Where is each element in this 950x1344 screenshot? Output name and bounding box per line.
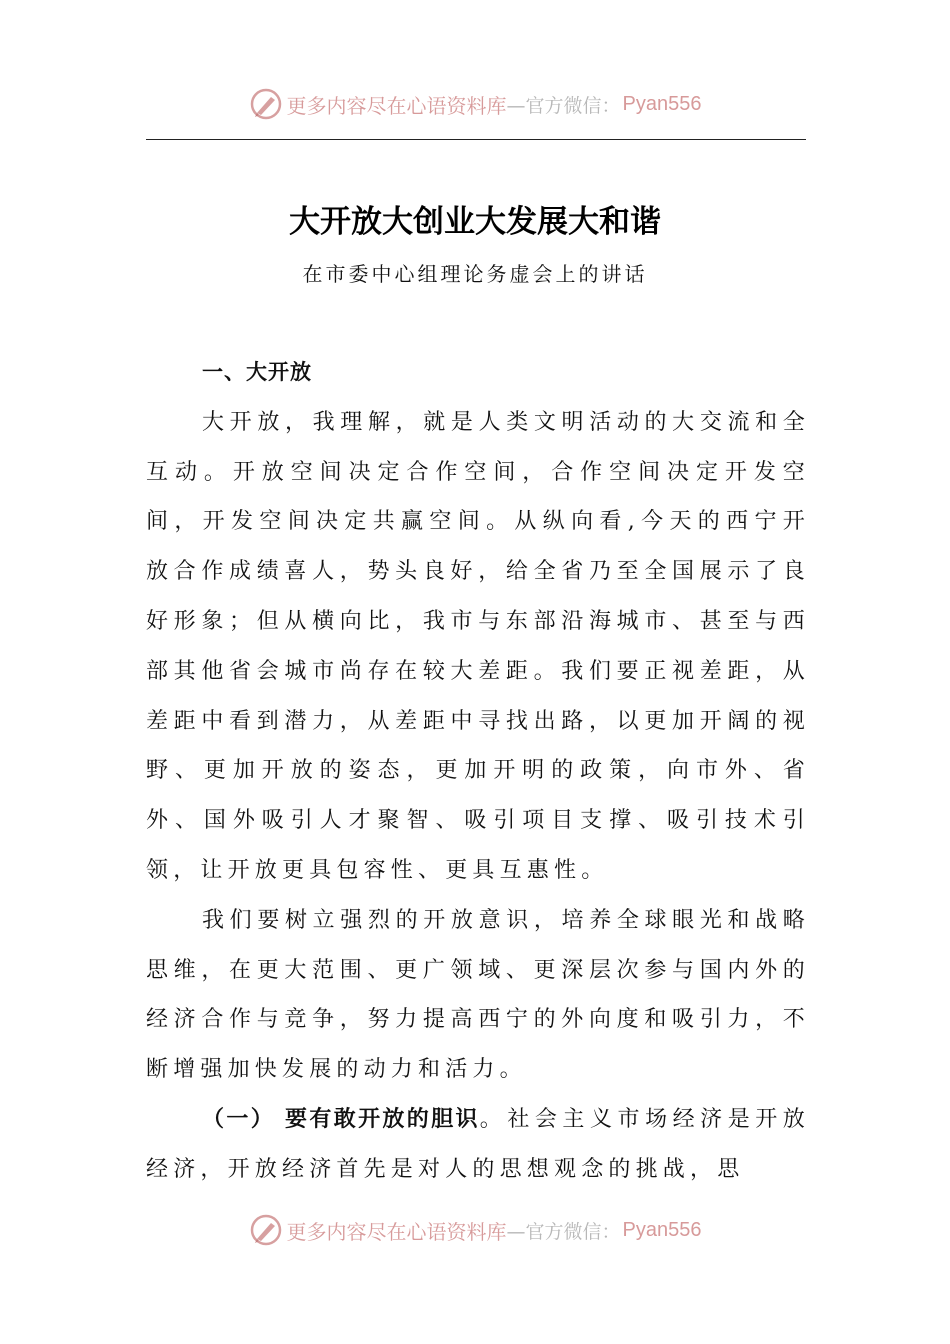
watermark-text: 更多内容尽在心语资料库 (286, 93, 507, 118)
paragraph: 大开放，我理解，就是人类文明活动的大交流和全互动。开放空间决定合作空间，合作空间决定开发空间，开发空间决定共赢空间。从纵向看,今天的西宁开放合作成绩喜人，势头良好，给全省乃至全国展示了良好形象；但从横向比，我市与东部沿海城市、甚至与西部其他省会城市尚存在较大差距。我们要正视差距，从差距中看到潜力，从差距中寻找出路，以更加开阔的视野、更加开放的姿态，更加开明的政策，向市外、省外、国外吸引人才聚智、吸引项目支撑、吸引技术引领，让开放更具包容性、更具互惠性。 (146, 409, 810, 883)
subsection-label: （一） 要有敢开放的胆识 (202, 1106, 480, 1132)
paragraph: 我们要树立强烈的开放意识，培养全球眼光和战略思维，在更大范围、更广领域、更深层次参与国内外的经济合作与竞争，努力提高西宁的外向度和吸引力，不断增强加快发展的动力和活力。 (146, 907, 810, 1083)
header-divider (146, 139, 806, 140)
section-heading: 一、大开放 (202, 360, 312, 384)
subsection-text: 。社会主义市场经济是开放经济，开放经济首先是对人的思想观念的挑战，思 (146, 1106, 810, 1182)
header-watermark (0, 84, 950, 124)
document-body (146, 348, 810, 1195)
subsection-paragraph (146, 1095, 810, 1195)
footer-watermark (0, 1210, 950, 1250)
document-subtitle: 在市委中心组理论务虚会上的讲话 (302, 262, 648, 286)
watermark-wechat-id: Pyan556 (622, 1218, 702, 1241)
watermark-separator: —官方微信： (506, 1220, 621, 1243)
pen-logo-icon (249, 87, 283, 121)
document-title: 大开放大创业大发展大和谐 (289, 204, 661, 240)
watermark-text: 更多内容尽在心语资料库 (286, 1219, 507, 1244)
watermark-separator: —官方微信： (506, 94, 621, 117)
watermark-wechat-id: Pyan556 (622, 92, 702, 115)
pen-logo-icon (249, 1213, 283, 1247)
